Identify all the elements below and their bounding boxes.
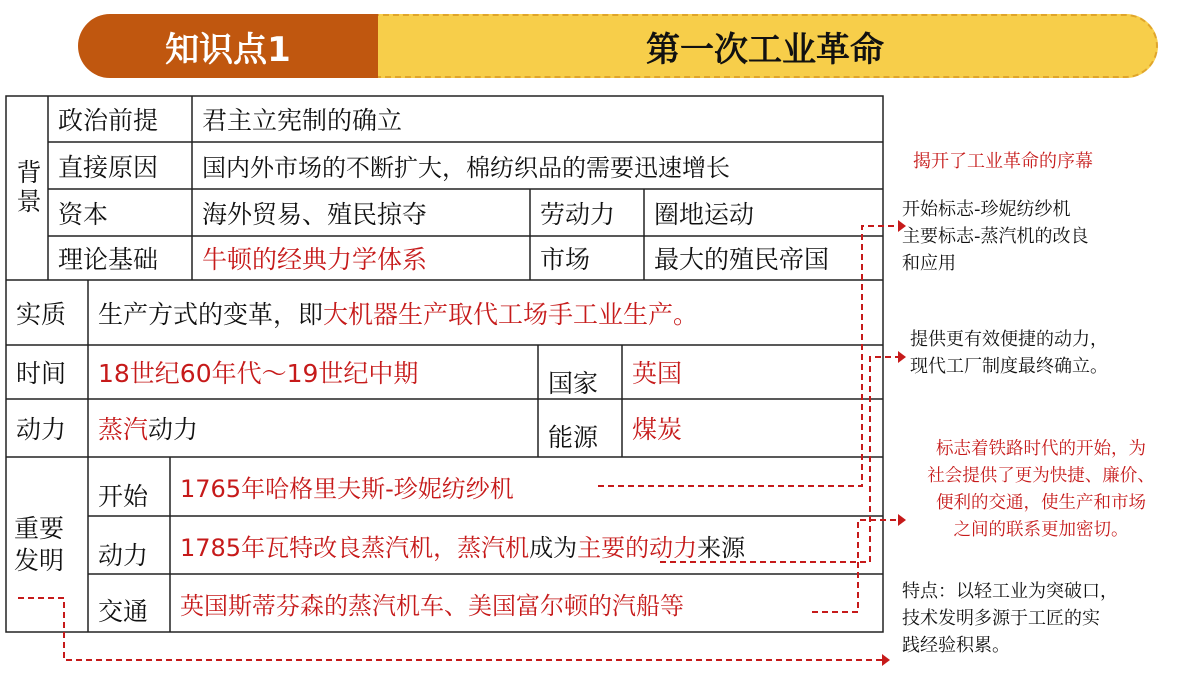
note-railway-line1: 标志着铁路时代的开始，为 [936, 439, 1146, 459]
labor-label: 劳动力 [540, 199, 616, 229]
energy-value: 煤炭 [632, 415, 683, 444]
power2-value [170, 516, 883, 574]
capital-label: 资本 [58, 199, 109, 229]
market-value: 最大的殖民帝国 [654, 245, 830, 274]
essence-prefix: 生产方式的变革，即 [98, 299, 324, 329]
banner-tag: 知识点1 [78, 14, 378, 78]
note-features-line2: 技术发明多源于工匠的实 [902, 608, 1100, 629]
start-value: 1765年哈格里夫斯-珍妮纺纱机 [180, 475, 514, 503]
energy-label: 能源 [548, 423, 599, 452]
theory-value: 牛顿的经典力学体系 [202, 245, 428, 274]
inventions-label: 重要发明 [14, 514, 65, 575]
power2-black1: 成为 [529, 533, 578, 562]
essence-value [88, 280, 883, 345]
political-label: 政治前提 [58, 106, 159, 135]
transport-value: 英国斯蒂芬森的蒸汽机车、美国富尔顿的汽船等 [180, 591, 684, 620]
background-label: 背景 [13, 159, 42, 217]
power2-red2: 主要的动力 [577, 533, 698, 562]
labor-value: 圈地运动 [654, 199, 755, 229]
note-features-line1: 特点：以轻工业为突破口， [902, 581, 1118, 602]
note-start-line1: 开始标志-珍妮纺纱机 [902, 199, 1071, 220]
essence-label: 实质 [16, 299, 67, 329]
time-label: 时间 [16, 359, 67, 388]
banner-title: 第一次工业革命 [372, 14, 1158, 78]
note-railway-line2: 社会提供了更为快捷、廉价、 [927, 466, 1155, 486]
note-start-line2: 主要标志-蒸汽机的改良 [902, 226, 1089, 247]
note-power-line1: 提供更有效便捷的动力， [910, 329, 1108, 350]
country-label: 国家 [548, 369, 599, 398]
power-label: 动力 [16, 415, 67, 444]
note-features-line3: 践经验积累。 [902, 635, 1010, 656]
note-railway [886, 436, 1196, 544]
direct-value: 国内外市场的不断扩大，棉纺织品的需要迅速增长 [202, 154, 730, 182]
power2-black2: 来源 [697, 533, 746, 562]
note-start-markers [902, 196, 1089, 277]
political-value: 君主立宪制的确立 [202, 106, 403, 135]
power-black: 动力 [148, 415, 199, 444]
start-label: 开始 [98, 482, 149, 511]
note-power-line2: 现代工厂制度最终确立。 [910, 356, 1108, 377]
note-start-line3: 和应用 [902, 253, 956, 274]
market-label: 市场 [540, 245, 591, 274]
note-features [902, 578, 1118, 659]
note-prelude: 揭开了工业革命的序幕 [913, 151, 1093, 172]
capital-value: 海外贸易、殖民掠夺 [202, 199, 428, 229]
essence-highlight: 大机器生产取代工场手工业生产。 [323, 299, 699, 329]
power2-label: 动力 [98, 541, 149, 570]
note-railway-line3: 便利的交通，使生产和市场 [936, 493, 1146, 513]
note-power [910, 326, 1108, 380]
time-value: 18世纪60年代～19世纪中期 [98, 359, 419, 388]
theory-label: 理论基础 [58, 245, 159, 274]
power-value [88, 399, 538, 457]
note-railway-line4: 之间的联系更加密切。 [953, 520, 1129, 540]
country-value: 英国 [632, 359, 683, 388]
power-red: 蒸汽 [98, 415, 149, 444]
direct-label: 直接原因 [58, 152, 159, 182]
transport-label: 交通 [98, 597, 149, 626]
power2-red1: 1785年瓦特改良蒸汽机，蒸汽机 [180, 533, 530, 562]
